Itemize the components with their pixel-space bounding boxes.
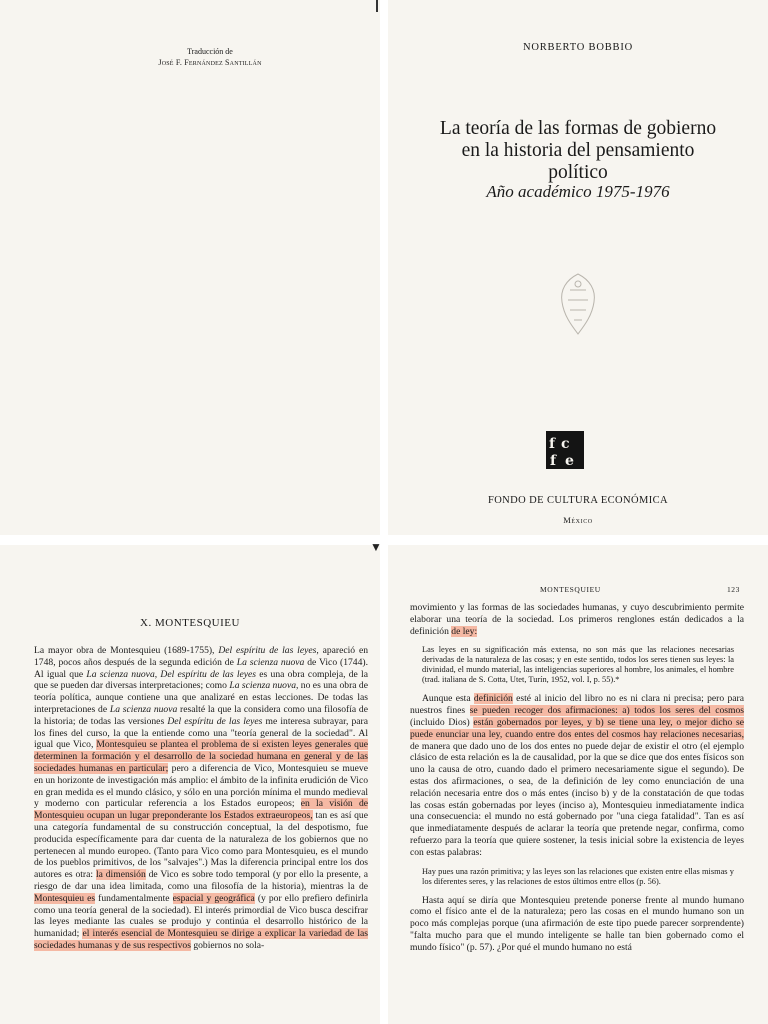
- highlighted-text: se pueden recoger dos afirmaciones: a) todos los seres del cosmos: [469, 705, 745, 717]
- chapter-title: X. MONTESQUIEU: [140, 617, 240, 629]
- text-run: (incluido Dios): [410, 716, 474, 728]
- arrow-down-icon: ▼: [370, 540, 382, 554]
- highlighted-text: Montesquieu se plantea el problema de si existen leyes generales que determinen la formación y el desarrollo de la sociedad humana en general y de las sociedades humanas en particular;: [34, 739, 368, 774]
- text-run: pero a diferencia de Vico, Montesquieu se mueve en un horizonte de investigación más amplio: el ámbito de la infinita erudición de Vico en gran medida es el mundo clásico, y sólo en una porción mínima el mundo medieval y moderno con particular referencia a los Estados europeos;: [34, 762, 368, 810]
- paragraph: [410, 602, 744, 637]
- paragraph: [34, 645, 368, 952]
- svg-text:f: f: [549, 436, 556, 452]
- text-run: resalté la que la considera como una filosofía de la historia; de todas las versiones: [34, 703, 368, 727]
- block-quote: Hay pues una razón primitiva; y las leyes son las relaciones que existen entre ellas mismas y los diferentes seres, y las relaciones de estos últimos entre ellos (p. 56).: [422, 866, 734, 886]
- page-top-left: [0, 0, 380, 535]
- highlighted-text: están gobernados por leyes, y b) se tiene una ley, o mejor dicho se puede enunciar una ley, cuando entre dos entes del cosmos hay relaciones necesarias,: [410, 716, 744, 740]
- text-run: de Vico (1744). Al igual que: [34, 656, 368, 680]
- text-run: La scienza nuova: [109, 703, 178, 715]
- highlighted-text: en la visión de Montesquieu ocupan un lugar preponderante los Estados extraeuropeos,: [34, 798, 369, 822]
- vertical-gutter: [380, 0, 388, 1024]
- seal-emblem-icon: [548, 270, 608, 340]
- block-quote: Las leyes en su significación más extensa, no son más que las relaciones necesarias derivadas de la naturaleza de las cosas; y en este sentido, todos los seres tienen sus leyes: la divinidad, el mundo material, las inteligencias superiores al hombre, los animales, el hombre (trad. italiana de S. Cotta, Utet, Turín, 1952, vol. I, p. 55).*: [422, 645, 734, 685]
- text-run: Aunque esta: [422, 693, 474, 705]
- highlighted-text: Montesquieu es: [34, 892, 96, 904]
- page-body: [410, 602, 744, 954]
- title-line: en la historia del pensamiento: [461, 140, 695, 161]
- horizontal-gutter: [0, 535, 768, 545]
- text-run: gobiernos no sola-: [190, 939, 265, 951]
- text-run: tan es así que una categoría fundamental de su construcción conceptual, la del despotismo, fue producida específicamente para dar cuenta de la naturaleza de los gobiernos que no pertenecen al mundo europeo. (Tanto para Vico como para Montesquieu, es el mundo de los pueblos primitivos, de los "salvajes".) Mas la diferencia principal entre los dos autores es otra:: [34, 810, 368, 881]
- translator-name: José F. Fernández Santillán: [158, 58, 262, 67]
- text-run: esté al inicio del libro no es ni clara ni precisa; pero para nuestros fines: [410, 693, 744, 717]
- book-title: [388, 118, 768, 184]
- highlighted-text: espacial y geográfica: [172, 892, 255, 904]
- text-run: de manera que dado uno de los dos entes no puede dejar de existir el otro (el ejemplo clásico de esta relación es la de causalidad, por la que se dice que dos entes físicos son uno la causa de otro, cuando dado el primero necesariamente sigue el segundo). De estas dos afirmaciones, o sea, de la definición de ley como enunciación de una relación necesaria entre dos o más entes (inciso b) y de la constatación de que todas las cosas están gobernadas por leyes (inciso a), Montesquieu inmediatamente indica una consecuencia: el mundo no está gobernado por "una ciega fatalidad". Tan es así que inmediatamente después de aclarar la teoría que pretende negar, confirma, como refuerzo para la teoría que quiere sostener, la tesis inicial sobre la existencia de leyes con estas palabras:: [410, 740, 744, 858]
- book-subtitle: Año académico 1975-1976: [486, 182, 670, 201]
- svg-text:c: c: [561, 436, 570, 452]
- publisher-name: FONDO DE CULTURA ECONÓMICA: [487, 495, 669, 506]
- crop-mark: [376, 0, 378, 12]
- highlighted-text: de ley:: [451, 625, 478, 637]
- paragraph: [410, 693, 744, 858]
- text-run: movimiento y las formas de las sociedades humanas, y cuyo descubrimiento permite elaborar una teoría de la sociedad. Los primeros renglones están dedicados a la definición: [410, 602, 744, 637]
- title-line: político: [548, 162, 608, 183]
- translation-credit: [110, 46, 310, 68]
- text-run: , apareció en 1748, pocos años después de la segunda edición de: [34, 645, 368, 668]
- fce-logo: [546, 431, 584, 469]
- text-run: Del espíritu de las leyes: [167, 715, 263, 727]
- text-run: La scienza nuova: [229, 680, 296, 692]
- svg-text:f: f: [550, 453, 557, 469]
- author-name: NORBERTO BOBBIO: [522, 42, 634, 53]
- text-run: La scienza nuova: [236, 656, 305, 668]
- text-run: , no es una obra de teoría política, aunque contiene una que analizaré en estas lecciones. De todas las interpretaciones de: [34, 680, 368, 715]
- text-run: La mayor obra de Montesquieu (1689-1755),: [34, 645, 219, 656]
- text-run: fundamentalmente: [95, 892, 173, 904]
- chapter-body: [34, 645, 368, 952]
- title-line: La teoría de las formas de gobierno: [439, 118, 717, 139]
- text-run: me interesa subrayar, para los fines del curso, la que la entiende como una "teoría general de la sociedad". Al igual que Vico,: [34, 715, 369, 751]
- text-run: La scienza nuova, Del espíritu de las leyes: [86, 668, 257, 680]
- running-head-title: MONTESQUIEU: [540, 585, 601, 594]
- highlighted-text: el interés esencial de Montesquieu se dirige a explicar la variedad de las sociedades humanas y de sus respectivos: [34, 928, 368, 951]
- highlighted-text: la dimensión: [95, 869, 146, 881]
- svg-text:e: e: [565, 453, 574, 469]
- paragraph: Hasta aquí se diría que Montesquieu pretende ponerse frente al mundo humano como el físico ante el de la naturaleza; pero las cosas en el mundo humano son un poco más complejas porque (una afirmación de este tipo puede parecer sorprendente) "falta mucho para que el mundo inteligente se halle tan bien gobernado como el mundo físico" (p. 57). ¿Por qué el mundo humano no está: [410, 894, 744, 953]
- text-run: de Vico es sobre todo temporal (y por ello la presente, a riesgo de dar una idea limitada, como una filosofía de la historia), mientras la de: [34, 869, 369, 892]
- highlighted-text: definición: [473, 693, 513, 705]
- page-number: 123: [726, 585, 740, 594]
- text-run: es una obra compleja, de la que se pueden dar diversas interpretaciones; como: [34, 668, 368, 692]
- text-run: Del espíritu de las leyes: [218, 645, 317, 656]
- running-head: [410, 585, 740, 599]
- translation-label: Traducción de: [187, 47, 233, 56]
- publisher-city: México: [563, 515, 593, 525]
- text-run: (y por ello prefiero definirla como una teoría general de la sociedad). El interés primordial de Vico busca descifrar las leyes mediante las cuales se produjo y continúa el desarrollo histórico de la humanidad;: [34, 892, 368, 940]
